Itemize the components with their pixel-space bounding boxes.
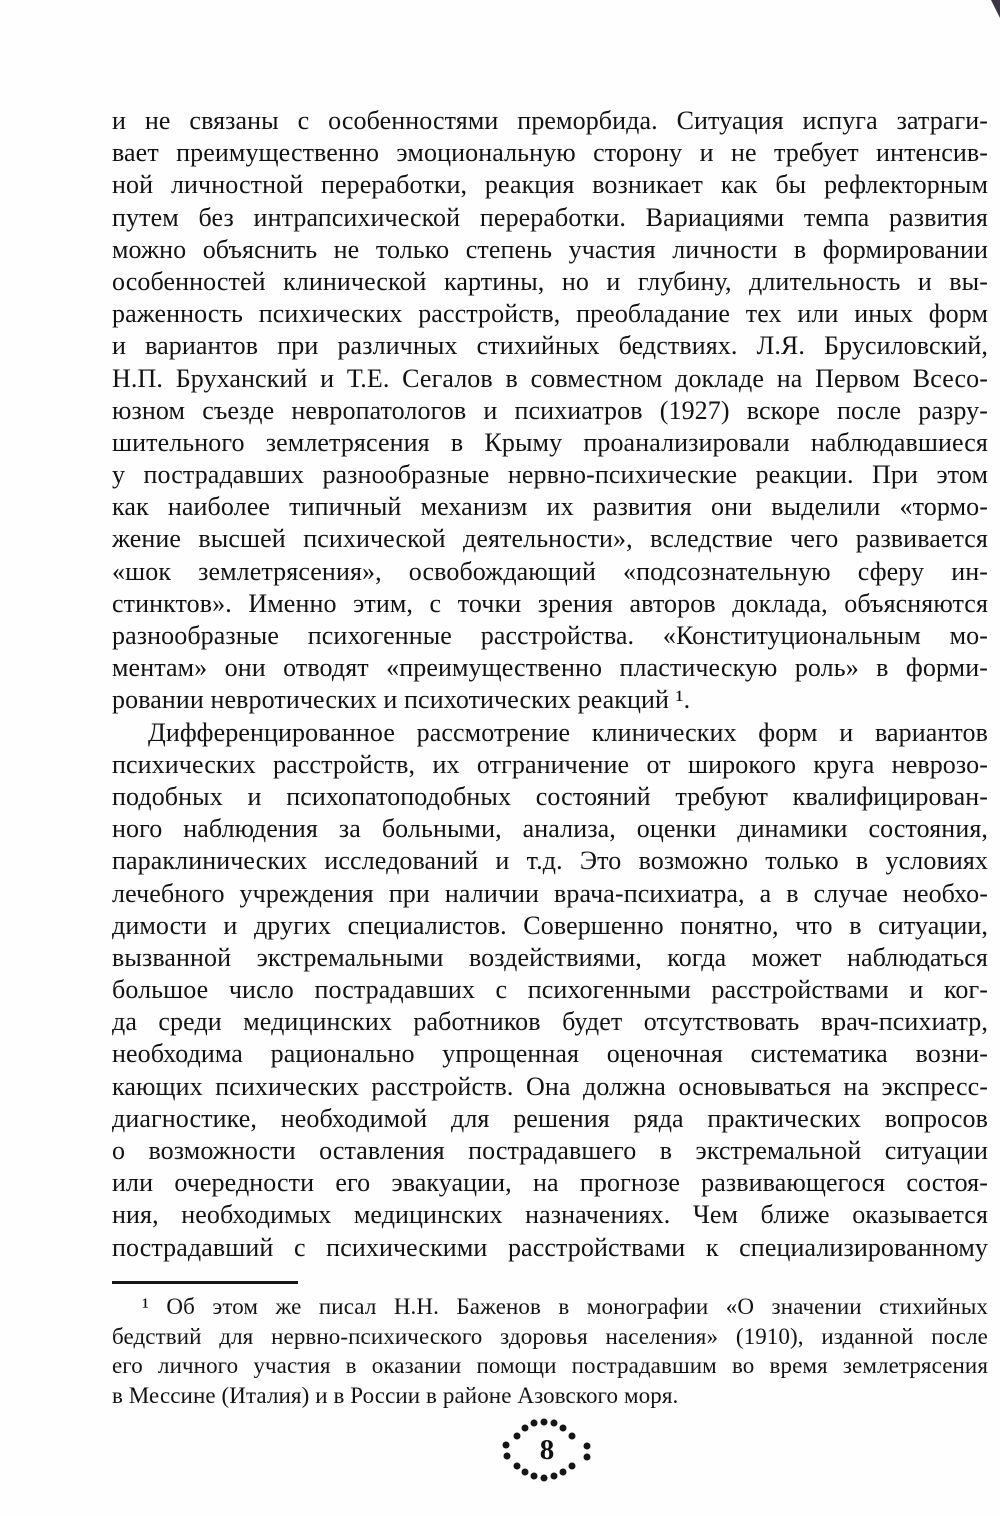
footnote-block: [112, 1292, 988, 1410]
text-line: стинктов». Именно этим, с точки зрения авторов доклада, объясняются: [112, 588, 988, 618]
text-line: ного наблюдения за больными, анализа, оценки динамики состояния,: [112, 814, 988, 844]
text-line: ной личностной переработки, реакция возникает как бы рефлекторным: [112, 170, 988, 200]
text-line: в Мессине (Италия) и в России в районе Азовского моря.: [112, 1382, 679, 1408]
text-line: «шок землетрясения», освобождающий «подсознательную сферу ин-: [112, 556, 988, 586]
main-text-block: [112, 105, 988, 1264]
text-line: ровании невротических и психотических реакций ¹.: [112, 685, 691, 715]
text-line: лечебного учреждения при наличии врача-психиатра, а в случае необхо-: [112, 878, 988, 908]
text-line: и не связаны с особенностями преморбида. Ситуация испуга затраги-: [112, 106, 988, 135]
text-line: разнообразные психогенные расстройства. «Конституциональным мо-: [112, 621, 988, 650]
text-line: подобных и психопатоподобных состояний требуют квалифицирован-: [112, 781, 988, 811]
text-line: диагностике, необходимой для решения ряда практических вопросов: [112, 1103, 988, 1133]
text-line: ния, необходимых медицинских назначениях. Чем ближе оказывается: [112, 1200, 988, 1230]
text-line: бедствий для нервно-психического здоровья населения» (1910), изданной после: [112, 1323, 988, 1349]
text-line: как наиболее типичный механизм их развития они выделили «тормо-: [112, 492, 988, 522]
scan-artifact: [991, 0, 1000, 18]
text-line: и вариантов при различных стихийных бедствиях. Л.Я. Брусиловский,: [112, 331, 988, 361]
text-line: ментам» они отводят «преимущественно пластическую роль» в форми-: [112, 653, 988, 683]
page-number-ornament: [497, 1416, 597, 1484]
text-line: юзном съезде невропатологов и психиатров (1927) вскоре после разру-: [112, 395, 988, 425]
text-line: у пострадавших разнообразные нервно-психические реакции. При этом: [112, 460, 988, 490]
text-line: параклинических исследований и т.д. Это возможно только в условиях: [112, 846, 988, 876]
text-line: особенностей клинической картины, но и глубину, длительность и вы-: [112, 266, 988, 296]
text-line: шительного землетрясения в Крыму проанализировали наблюдавшиеся: [112, 427, 988, 457]
text-line: Дифференцированное рассмотрение клинических форм и вариантов: [148, 717, 988, 747]
text-line: его личного участия в оказании помощи пострадавшим во время землетрясения: [112, 1353, 988, 1378]
text-line: пострадавший с психическими расстройствами к специализированному: [112, 1232, 988, 1262]
text-line: ¹ Об этом же писал Н.Н. Баженов в монографии «О значении стихийных: [142, 1294, 988, 1319]
text-line: кающих психических расстройств. Она должна основываться на экспресс-: [112, 1071, 988, 1101]
page-number: 8: [539, 1433, 555, 1466]
text-line: можно объяснить не только степень участия личности в формировании: [112, 234, 988, 264]
text-line: жение высшей психической деятельности», вследствие чего развивается: [112, 524, 988, 554]
text-line: раженность психических расстройств, преобладание тех или иных форм: [112, 299, 988, 329]
text-line: необходима рационально упрощенная оценочная систематика возни-: [112, 1039, 988, 1069]
text-line: димости и других специалистов. Совершенно понятно, что в ситуации,: [112, 910, 988, 940]
text-line: да среди медицинских работников будет отсутствовать врач-психиатр,: [112, 1007, 988, 1037]
text-line: о возможности оставления пострадавшего в экстремальной ситуации: [112, 1136, 988, 1165]
text-line: психических расстройств, их отграничение от широкого круга неврозо-: [112, 749, 988, 779]
text-line: вызванной экстремальными воздействиями, когда может наблюдаться: [112, 942, 988, 972]
text-line: путем без интрапсихической переработки. Вариациями темпа развития: [112, 202, 988, 232]
text-line: или очередности его эвакуации, на прогнозе развивающегося состоя-: [112, 1168, 988, 1198]
text-line: большое число пострадавших с психогенными расстройствами и ког-: [112, 975, 988, 1005]
text-line: Н.П. Бруханский и Т.Е. Сегалов в совместном докладе на Первом Всесо-: [112, 363, 988, 393]
text-line: вает преимущественно эмоциональную сторону и не требует интенсив-: [112, 138, 988, 168]
footnote-divider-rule: [112, 1281, 298, 1284]
